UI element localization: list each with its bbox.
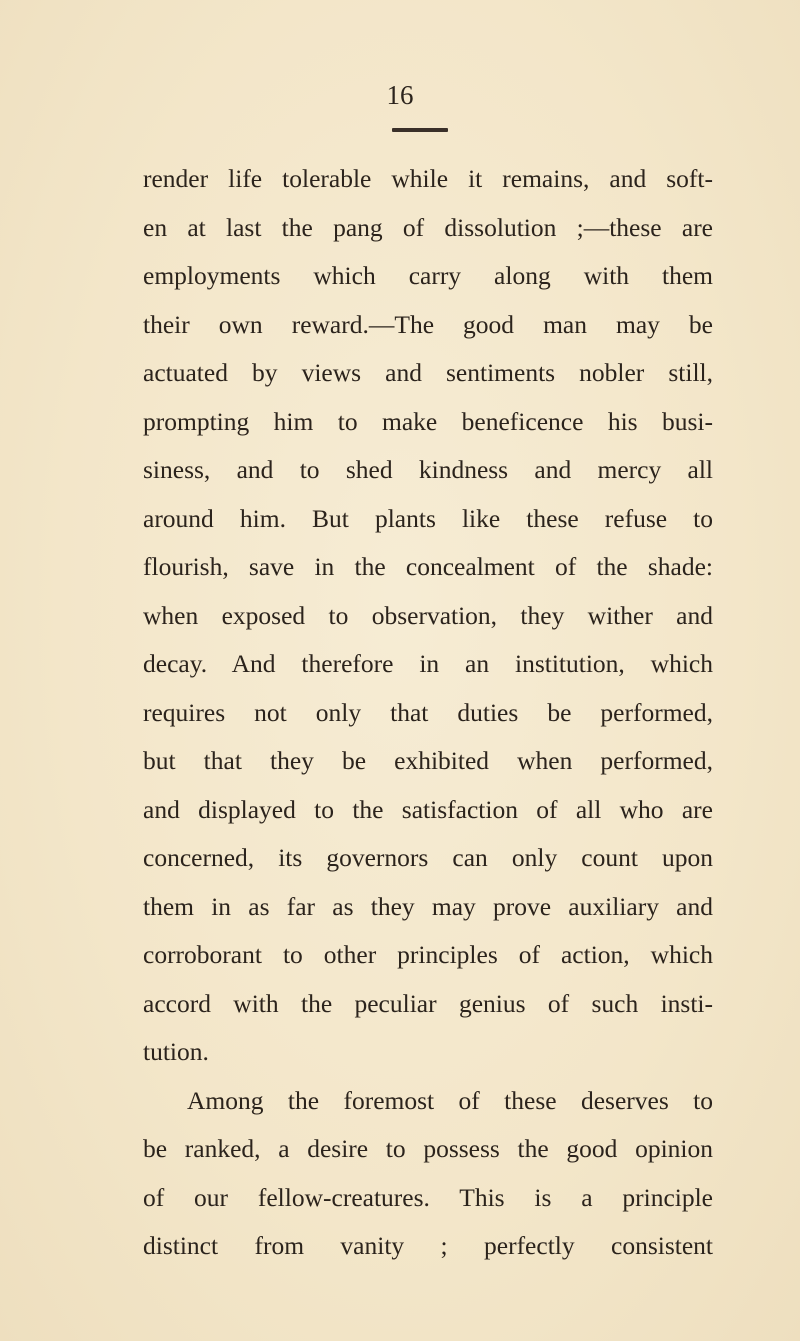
text-line: prompting him to make beneficence his busi- xyxy=(143,406,713,436)
header-rule xyxy=(392,128,448,132)
paragraph-start-line: Among the foremost of these deserves to xyxy=(187,1085,713,1115)
text-line: siness, and to shed kindness and mercy all xyxy=(143,455,713,484)
text-line: when exposed to observation, they wither and xyxy=(143,600,713,630)
text-line: distinct from vanity ; perfectly consistent xyxy=(143,1231,713,1260)
text-line: accord with the peculiar genius of such insti- xyxy=(143,988,713,1018)
body-text xyxy=(143,155,713,1271)
text-line: tution. xyxy=(143,1037,209,1066)
page-number: 16 xyxy=(386,80,414,110)
text-line: them in as far as they may prove auxiliary and xyxy=(143,891,713,921)
text-line: en at last the pang of dissolution ;—these are xyxy=(143,212,713,242)
text-line: render life tolerable while it remains, and soft- xyxy=(143,164,713,193)
text-line: corroborant to other principles of action, which xyxy=(143,940,713,969)
text-line: and displayed to the satisfaction of all who are xyxy=(143,794,713,824)
text-line: concerned, its governors can only count upon xyxy=(143,843,713,872)
text-line: around him. But plants like these refuse to xyxy=(143,503,713,533)
text-line: of our fellow-creatures. This is a principle xyxy=(143,1182,713,1212)
text-line: requires not only that duties be performed, xyxy=(143,697,713,727)
text-line: be ranked, a desire to possess the good opinion xyxy=(143,1134,713,1163)
text-line: their own reward.—The good man may be xyxy=(143,309,713,339)
text-line: but that they be exhibited when performed, xyxy=(143,746,713,775)
text-line: flourish, save in the concealment of the shade: xyxy=(143,552,713,581)
text-line: decay. And therefore in an institution, which xyxy=(143,649,713,678)
text-line: actuated by views and sentiments nobler still, xyxy=(143,358,713,387)
text-line: employments which carry along with them xyxy=(143,261,713,290)
